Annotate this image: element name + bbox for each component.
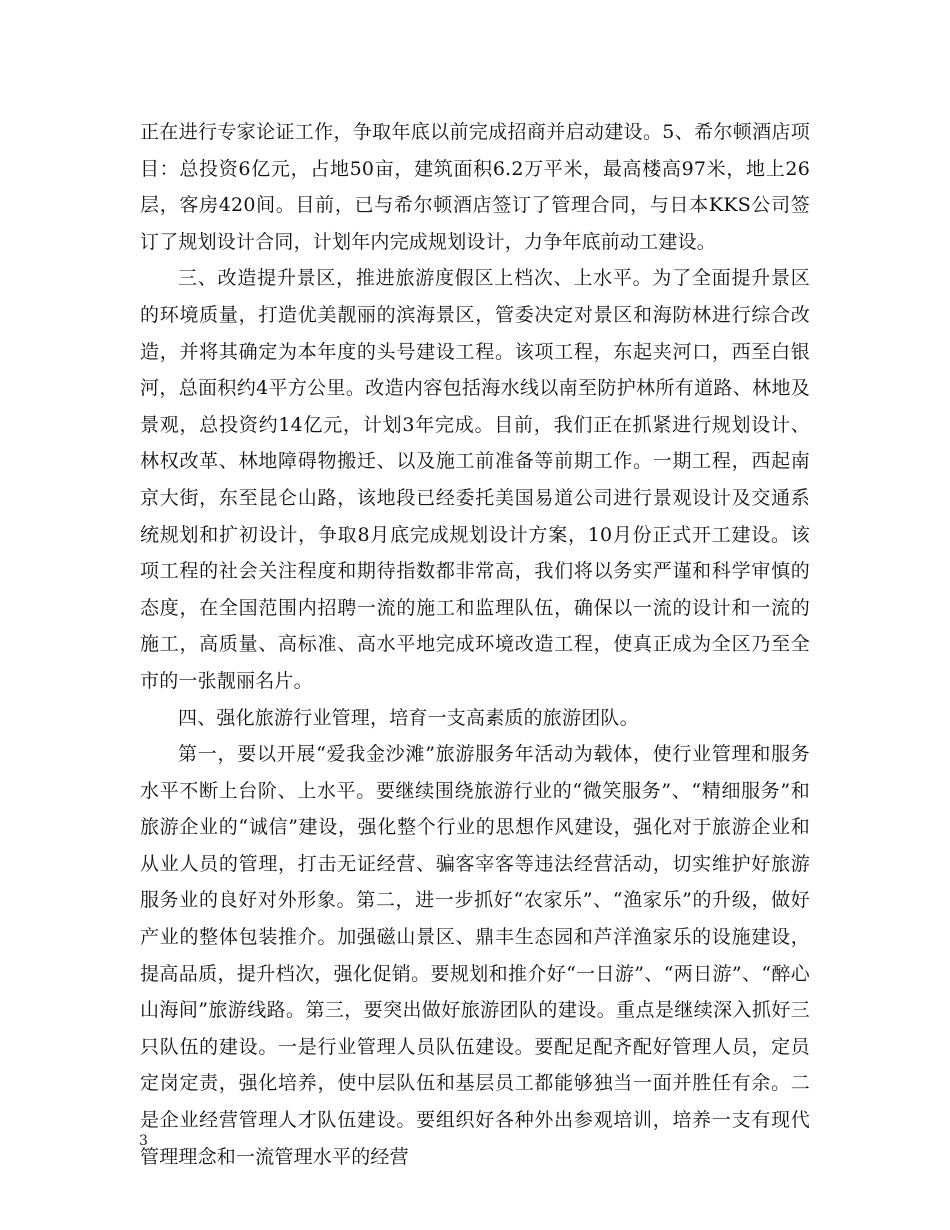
section-heading-tourism-management: 四、强化旅游行业管理，培育一支高素质的旅游团队。 xyxy=(178,706,639,729)
paragraph-hilton-project: 正在进行专家论证工作，争取年底以前完成招商并启动建设。5、希尔顿酒店项目：总投资6亿元，占地50亩，建筑面积6.2万平米，最高楼高97米，地上26层，客房420间。目前，已与希尔顿酒店签订了管理合同，与日本KKS公司签订了规划设计合同，计划年内完成规划设计，力争年底前动工建设。 xyxy=(140,121,810,253)
page-number: 3 xyxy=(139,1133,148,1149)
document-body xyxy=(140,114,810,1175)
paragraph-scenic-area-renovation: 三、改造提升景区，推进旅游度假区上档次、上水平。为了全面提升景区的环境质量，打造优美靓丽的滨海景区，管委决定对景区和海防林进行综合改造，并将其确定为本年度的头号建设工程。该项工程，东起夹河口，西至白银河，总面积约4平方公里。改造内容包括海水线以南至防护林所有道路、林地及景观，总投资约14亿元，计划3年完成。目前，我们正在抓紧进行规划设计、林权改革、林地障碍物搬迁、以及施工前准备等前期工作。一期工程，西起南京大街，东至昆仑山路，该地段已经委托美国易道公司进行景观设计及交通系统规划和扩初设计，争取8月底完成规划设计方案，10月份正式开工建设。该项工程的社会关注程度和期待指数都非常高，我们将以务实严谨和科学审慎的态度，在全国范围内招聘一流的施工和监理队伍，确保以一流的设计和一流的施工，高质量、高标准、高水平地完成环境改造工程，使真正成为全区乃至全市的一张靓丽名片。 xyxy=(140,267,810,692)
paragraph-tourism-team: 第一，要以开展“爱我金沙滩”旅游服务年活动为载体，使行业管理和服务水平不断上台阶、上水平。要继续围绕旅游行业的“微笑服务”、“精细服务”和旅游企业的“诚信”建设，强化整个行业的思想作风建设，强化对于旅游企业和从业人员的管理，打击无证经营、骗客宰客等违法经营活动，切实维护好旅游服务业的良好对外形象。第二，进一步抓好“农家乐”、“渔家乐”的升级，做好产业的整体包装推介。加强磁山景区、鼎丰生态园和芦洋渔家乐的设施建设，提高品质，提升档次，强化促销。要规划和推介好“一日游”、“两日游”、“醉心山海间”旅游线路。第三，要突出做好旅游团队的建设。重点是继续深入抓好三只队伍的建设。一是行业管理人员队伍建设。要配足配齐配好管理人员，定员定岗定责，强化培养，使中层队伍和基层员工都能够独当一面并胜任有余。二是企业经营管理人才队伍建设。要组织好各种外出参观培训，培养一支有现代管理理念和一流管理水平的经营 xyxy=(140,743,810,1168)
